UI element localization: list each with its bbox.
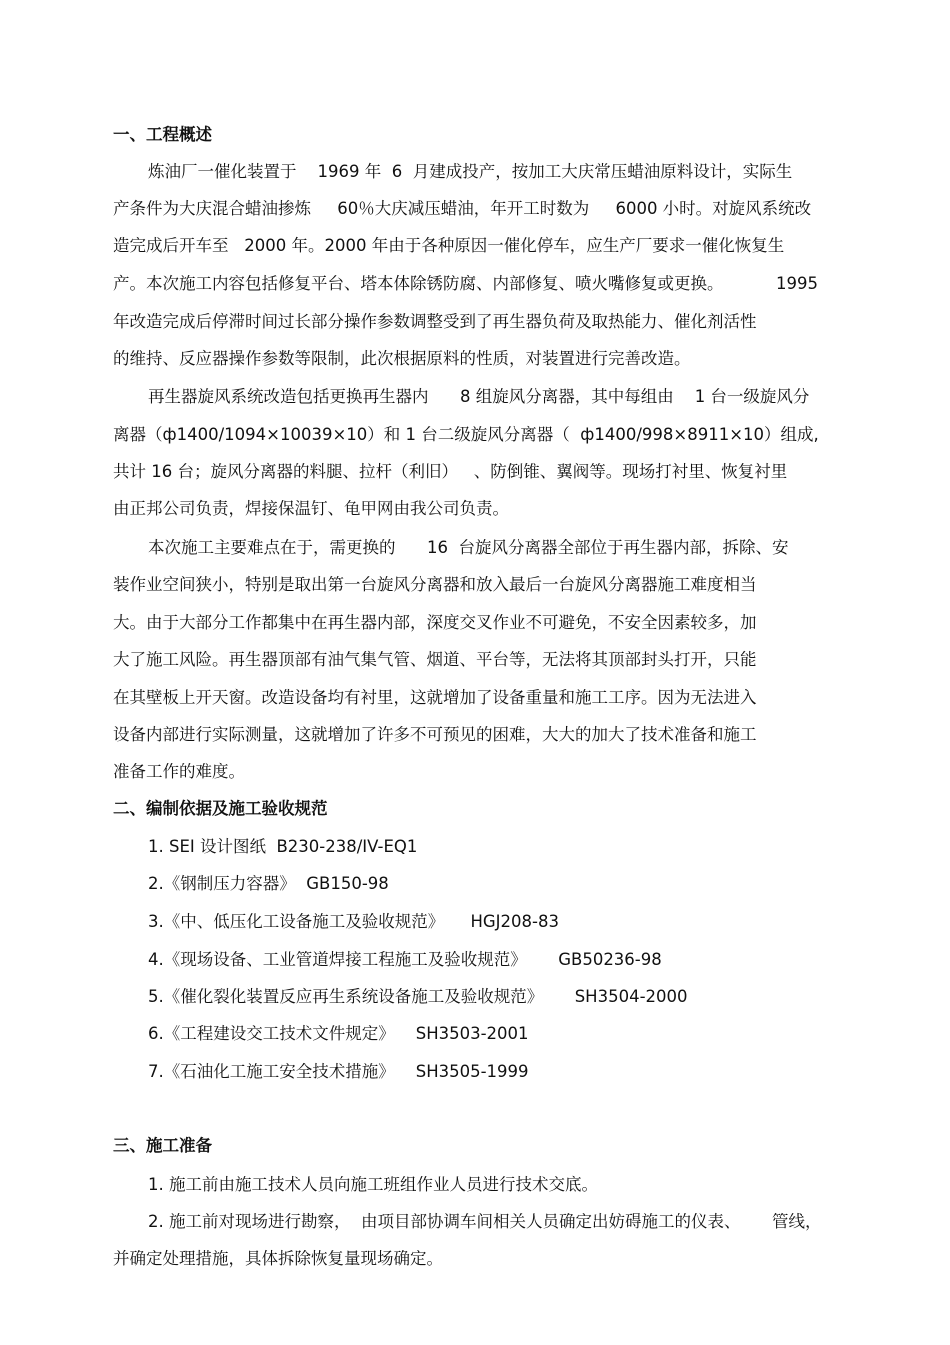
reference-item: 2.《钢制压力容器》 GB150-98 [148, 874, 389, 893]
paragraph3-line: 准备工作的难度。 [113, 762, 245, 781]
reference-item: 6.《工程建设交工技术文件规定》 SH3503-2001 [148, 1024, 529, 1043]
paragraph2-line: 离器（ф1400/1094×10039×10）和 1 台二级旋风分离器（ ф1400/998×8911×10）组成, [113, 425, 819, 444]
paragraph1-line: 产条件为大庆混合蜡油掺炼 60％大庆减压蜡油，年开工时数为 6000 小时。对旋风系统改 [113, 199, 812, 218]
paragraph1-line: 年改造完成后停滞时间过长部分操作参数调整受到了再生器负荷及取热能力、催化剂活性 [113, 312, 757, 331]
reference-item: 1. SEI 设计图纸 B230-238/IV-EQ1 [148, 837, 418, 856]
paragraph1-line: 产。本次施工内容包括修复平台、塔本体除锈防腐、内部修复、喷火嘴修复或更换。 1995 [113, 274, 818, 293]
section1-heading: 一、工程概述 [113, 125, 212, 144]
paragraph3-line: 设备内部进行实际测量，这就增加了许多不可预见的困难，大大的加大了技术准备和施工 [113, 725, 757, 744]
paragraph1-line: 的维持、反应器操作参数等限制，此次根据原料的性质，对装置进行完善改造。 [113, 349, 691, 368]
paragraph1-line: 炼油厂一催化装置于 1969 年 6 月建成投产，按加工大庆常压蜡油原料设计，实际生 [148, 162, 793, 181]
paragraph3-line: 本次施工主要难点在于，需更换的 16 台旋风分离器全部位于再生器内部，拆除、安 [148, 538, 789, 557]
paragraph2-line: 共计 16 台；旋风分离器的料腿、拉杆（利旧） 、防倒锥、翼阀等。现场打衬里、恢复衬里 [113, 462, 788, 481]
paragraph2-line: 由正邦公司负责，焊接保温钉、龟甲网由我公司负责。 [113, 499, 509, 518]
preparation-item: 1. 施工前由施工技术人员向施工班组作业人员进行技术交底。 [148, 1175, 598, 1194]
paragraph3-line: 在其壁板上开天窗。改造设备均有衬里，这就增加了设备重量和施工工序。因为无法进入 [113, 688, 757, 707]
reference-item: 5.《催化裂化装置反应再生系统设备施工及验收规范》 SH3504-2000 [148, 987, 688, 1006]
reference-item: 7.《石油化工施工安全技术措施》 SH3505-1999 [148, 1062, 529, 1081]
reference-item: 4.《现场设备、工业管道焊接工程施工及验收规范》 GB50236-98 [148, 950, 662, 969]
paragraph2-line: 再生器旋风系统改造包括更换再生器内 8 组旋风分离器，其中每组由 1 台一级旋风分 [148, 387, 810, 406]
preparation-item-continued: 并确定处理措施，具体拆除恢复量现场确定。 [113, 1249, 443, 1268]
paragraph1-line: 造完成后开车至 2000 年。2000 年由于各种原因一催化停车，应生产厂要求一催化恢复生 [113, 236, 785, 255]
paragraph3-line: 大了施工风险。再生器顶部有油气集气管、烟道、平台等，无法将其顶部封头打开，只能 [113, 650, 757, 669]
section2-heading: 二、编制依据及施工验收规范 [113, 799, 328, 818]
preparation-item: 2. 施工前对现场进行勘察， 由项目部协调车间相关人员确定出妨碍施工的仪表、 管线， [148, 1212, 822, 1231]
paragraph3-line: 大。由于大部分工作都集中在再生器内部，深度交叉作业不可避免，不安全因素较多，加 [113, 613, 757, 632]
paragraph3-line: 装作业空间狭小，特别是取出第一台旋风分离器和放入最后一台旋风分离器施工难度相当 [113, 575, 757, 594]
section3-heading: 三、施工准备 [113, 1136, 212, 1155]
reference-item: 3.《中、低压化工设备施工及验收规范》 HGJ208-83 [148, 912, 559, 931]
